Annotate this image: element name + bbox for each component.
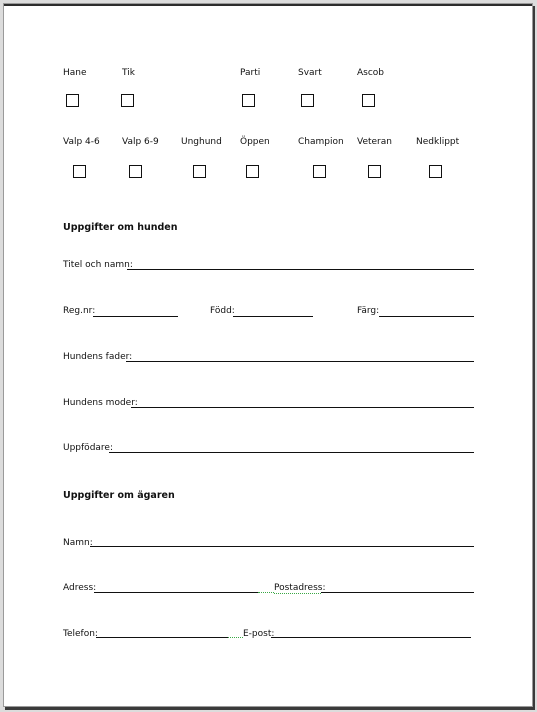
option-label-unghund: Unghund: [181, 137, 222, 147]
dog-section-heading: Uppgifter om hunden: [63, 222, 178, 233]
reg-nr-line[interactable]: [93, 316, 178, 317]
option-label-hane: Hane: [63, 68, 87, 78]
option-label-oppen: Öppen: [240, 137, 270, 147]
address-line[interactable]: [94, 592, 258, 593]
spellcheck-mark: [274, 593, 321, 594]
farg-label: Färg:: [357, 306, 380, 316]
phone-label: Telefon:: [63, 629, 98, 639]
owner-section-heading: Uppgifter om ägaren: [63, 490, 175, 501]
option-label-svart: Svart: [298, 68, 322, 78]
checkbox-champion[interactable]: [313, 165, 326, 178]
checkbox-hane[interactable]: [66, 94, 79, 107]
option-label-veteran: Veteran: [357, 137, 392, 147]
farg-line[interactable]: [379, 316, 474, 317]
checkbox-unghund[interactable]: [193, 165, 206, 178]
father-label: Hundens fader:: [63, 352, 133, 362]
option-label-parti: Parti: [240, 68, 261, 78]
spellcheck-mark: [258, 592, 274, 593]
spellcheck-mark: [228, 637, 243, 638]
checkbox-parti[interactable]: [242, 94, 255, 107]
breeder-label: Uppfödare:: [63, 443, 113, 453]
checkbox-veteran[interactable]: [368, 165, 381, 178]
checkbox-nedklippt[interactable]: [429, 165, 442, 178]
fodd-label: Född:: [210, 306, 235, 316]
page-top-border: [4, 4, 532, 6]
checkbox-oppen[interactable]: [246, 165, 259, 178]
fodd-line[interactable]: [233, 316, 313, 317]
option-label-nedklippt: Nedklippt: [416, 137, 460, 147]
checkbox-ascob[interactable]: [362, 94, 375, 107]
mother-label: Hundens moder:: [63, 398, 138, 408]
postaddress-label: Postadress:: [274, 583, 326, 593]
checkbox-valp-4-6[interactable]: [73, 165, 86, 178]
title-name-label: Titel och namn:: [63, 260, 133, 270]
title-name-line[interactable]: [127, 269, 474, 270]
checkbox-tik[interactable]: [121, 94, 134, 107]
option-label-valp-6-9: Valp 6-9: [122, 137, 159, 147]
option-label-ascob: Ascob: [357, 68, 385, 78]
email-line[interactable]: [271, 637, 471, 638]
father-line[interactable]: [126, 361, 474, 362]
checkbox-valp-6-9[interactable]: [129, 165, 142, 178]
option-label-valp-4-6: Valp 4-6: [63, 137, 100, 147]
email-label: E-post:: [243, 629, 275, 639]
address-label: Adress:: [63, 583, 97, 593]
owner-name-label: Namn:: [63, 538, 93, 548]
option-label-champion: Champion: [298, 137, 344, 147]
phone-line[interactable]: [96, 637, 228, 638]
breeder-line[interactable]: [109, 452, 474, 453]
mother-line[interactable]: [131, 407, 474, 408]
owner-name-line[interactable]: [90, 546, 474, 547]
option-label-tik: Tik: [122, 68, 135, 78]
reg-nr-label: Reg.nr:: [63, 306, 96, 316]
postaddress-line[interactable]: [321, 592, 474, 593]
checkbox-svart[interactable]: [301, 94, 314, 107]
